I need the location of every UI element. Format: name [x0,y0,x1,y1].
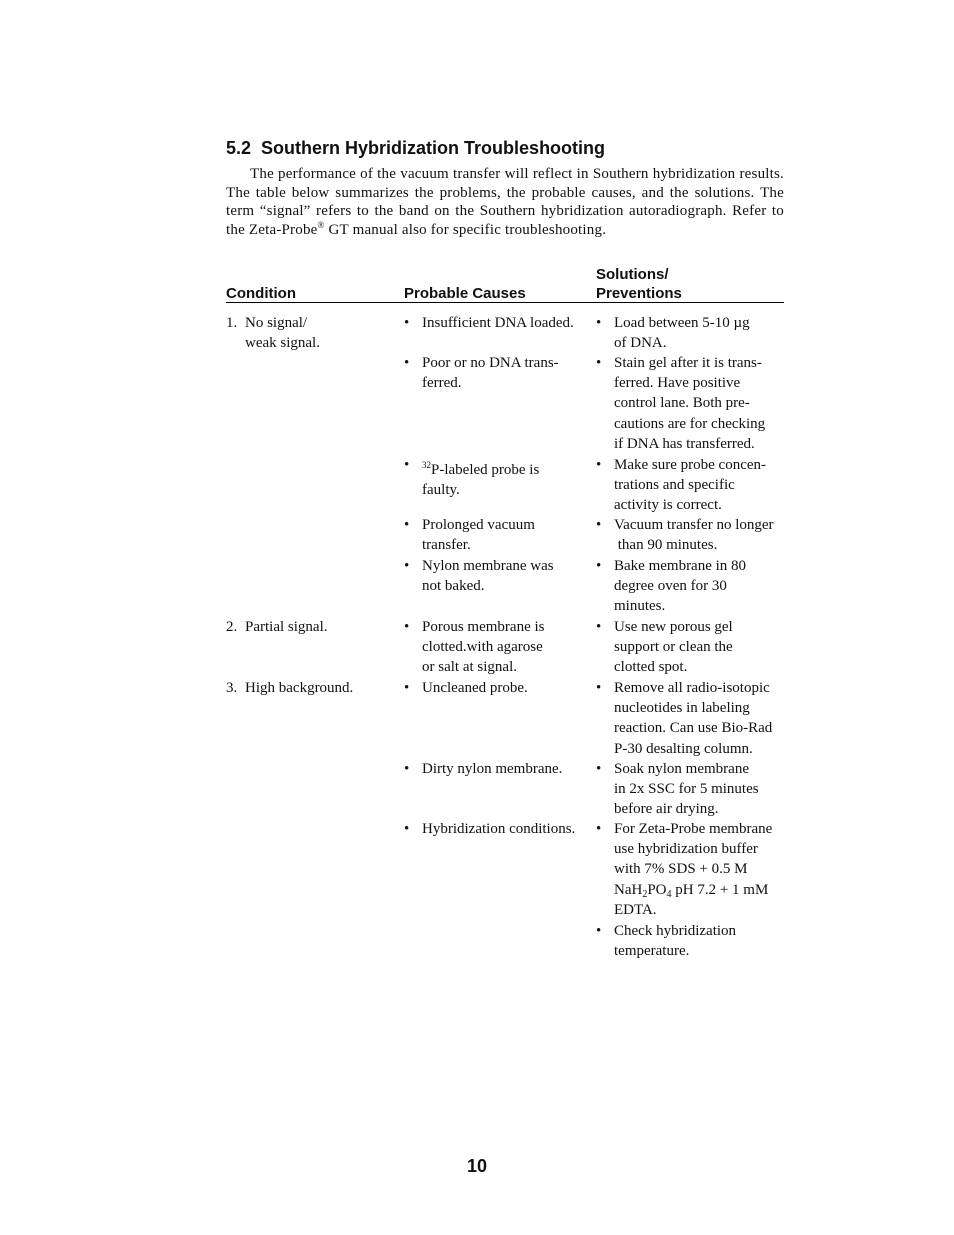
cause-item [404,617,590,678]
solution-item [596,617,786,678]
header-solutions-line2: Preventions [596,285,682,302]
solution-item [596,678,786,759]
cause-line: Hybridization conditions. [422,821,576,837]
bullet: • [404,761,410,777]
cause-line: Uncleaned probe. [422,680,528,696]
bullet: • [596,821,602,837]
section-heading [226,138,605,159]
cause-item [404,353,590,393]
condition-3 [226,678,353,698]
cause-line: Insufficient DNA loaded. [422,315,574,331]
solution-line: clotted spot. [614,659,688,676]
solution-line: Use new porous gel [614,619,733,635]
solution-line: degree oven for 30 [614,578,727,595]
condition-number: 2. [226,619,238,635]
cause-line: faulty. [422,482,460,499]
solution-line: For Zeta-Probe membrane [614,821,773,837]
cause-item [404,556,590,596]
solution-item [596,556,786,617]
solution-line: Bake membrane in 80 [614,558,747,574]
solution-item [596,819,786,920]
bullet: • [596,315,602,331]
solution-line: Check hybridization [614,923,737,939]
bullet: • [596,558,602,574]
condition-text: High background. [245,680,354,696]
bullet: • [404,619,410,635]
cause-line: clotted.with agarose [422,639,543,656]
solution-line: cautions are for checking [614,415,766,432]
cause-line: P-labeled probe is [431,462,540,478]
solution-line: Soak nylon membrane [614,761,749,777]
solution-line: reaction. Can use Bio-Rad [614,720,773,737]
solution-item [596,313,786,353]
bullet: • [404,821,410,837]
solution-line: Vacuum transfer no longer [614,517,774,533]
condition-text: No signal/ [245,315,308,331]
cause-item [404,759,590,779]
bullet: • [404,558,410,574]
chemical-formula-line: $NaH_2PO_4$ pH 7.2 + 1 mM [614,881,769,900]
bullet: • [596,619,602,635]
bullet: • [404,315,410,331]
bullet: • [404,355,410,371]
cause-item [404,455,590,500]
intro-text-end: GT manual also for specific troubleshooting. [324,221,607,238]
solution-line: with 7% SDS + 0.5 M [614,861,748,878]
condition-2 [226,617,328,637]
solution-line: of DNA. [614,335,667,352]
cause-item [404,819,590,839]
intro-text: The performance of the vacuum transfer will reflect in Southern hybridization results. The table below summarizes the problems, the probable causes, and the solutions. The term “signal” refers to the band on the Southern hybridization autoradiograph. Refer to the Zeta-Probe [226,166,784,238]
solution-line: Load between 5-10 µg [614,315,750,331]
solution-line: Stain gel after it is trans- [614,355,762,371]
header-probable-causes: Probable Causes [404,285,526,302]
solution-line: control lane. Both pre- [614,395,750,412]
solution-item [596,455,786,516]
cause-line: Porous membrane is [422,619,545,635]
bullet: • [596,517,602,533]
bullet: • [596,761,602,777]
bullet: • [404,680,410,696]
cause-line: transfer. [422,537,471,554]
cause-line: Prolonged vacuum [422,517,535,533]
section-number: 5.2 [226,138,252,158]
solution-line: support or clean the [614,639,733,656]
header-condition: Condition [226,285,296,302]
solution-line: if DNA has transferred. [614,435,755,452]
cause-line: or salt at signal. [422,659,517,676]
cause-item [404,515,590,555]
page-number: 10 [466,1156,488,1176]
condition-text: Partial signal. [245,619,328,635]
bullet: • [596,457,602,473]
solution-line: activity is correct. [614,497,722,514]
solution-line: use hybridization buffer [614,841,758,858]
solution-line: ferred. Have positive [614,375,741,392]
isotope-superscript: 32 [422,460,431,470]
header-rule [226,302,784,303]
bullet: • [596,680,602,696]
cause-item [404,313,590,333]
header-solutions-line1: Solutions/ [596,266,669,283]
cause-line: Poor or no DNA trans- [422,355,559,371]
solution-item [596,515,786,555]
solution-line: nucleotides in labeling [614,700,750,717]
solution-item [596,921,786,961]
solution-line: in 2x SSC for 5 minutes [614,781,759,798]
solution-line: before air drying. [614,801,719,818]
solution-line: EDTA. [614,901,657,918]
solution-line: trations and specific [614,477,735,494]
cause-line: ferred. [422,375,462,392]
condition-1 [226,313,320,353]
cause-line: not baked. [422,578,485,595]
solution-item [596,759,786,820]
bullet: • [404,517,410,533]
bullet: • [596,355,602,371]
cause-item [404,678,590,698]
header-solutions [596,265,682,303]
solution-line: P-30 desalting column. [614,740,753,757]
registered-mark: ® [317,219,325,230]
section-title: Southern Hybridization Troubleshooting [261,138,606,158]
bullet: • [596,923,602,939]
bullet: • [404,457,410,473]
condition-number: 3. [226,680,238,696]
cause-line: Dirty nylon membrane. [422,761,563,777]
condition-number: 1. [226,315,238,331]
condition-text: weak signal. [245,335,320,352]
cause-line: Nylon membrane was [422,558,554,574]
solution-line: minutes. [614,598,666,615]
solution-line: Make sure probe concen- [614,457,767,473]
solution-item [596,353,786,454]
solution-line: Remove all radio-isotopic [614,680,770,696]
solution-line: than 90 minutes. [614,537,718,554]
intro-paragraph [226,165,784,239]
solution-line: temperature. [614,943,690,960]
